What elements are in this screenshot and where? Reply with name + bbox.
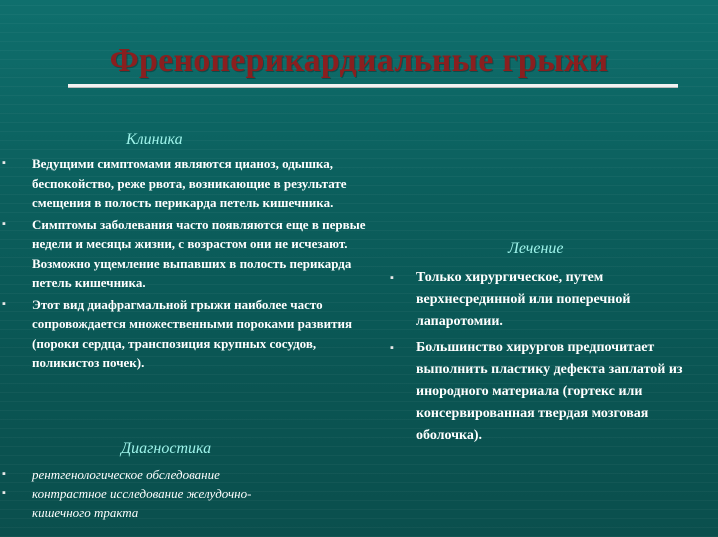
treatment-list (386, 267, 686, 447)
list-item (0, 215, 372, 293)
list-item (0, 465, 300, 484)
diagnostics-heading: Диагностика (121, 440, 212, 457)
list-item-text: Большинство хирургов предпочитает выполнить пластику дефекта заплатой из инородного материала (гортекс или консервированная твердая мозговая оболочка). (416, 340, 683, 443)
bullet-icon: ▪ (390, 272, 394, 284)
list-item-text: Ведущими симптомами являются цианоз, одышка, беспокойство, реже рвота, возникающие в результате смещения в полость перикарда петель кишечника. (32, 156, 347, 210)
bullet-icon: ▪ (2, 487, 6, 499)
treatment-heading: Лечение (508, 240, 564, 257)
title-underline (68, 84, 678, 88)
list-item-text: Этот вид диафрагмальной грыжи наиболее часто сопровождается множественными пороками развития (пороки сердца, транспозиция крупных сосудов, поликистоз почек). (32, 296, 353, 370)
list-item-text: рентгенологическое обследование (32, 467, 220, 482)
bullet-icon: ▪ (2, 217, 6, 230)
list-item (386, 267, 686, 333)
clinic-heading: Клиника (126, 131, 183, 148)
list-item (0, 295, 372, 373)
list-item (386, 337, 686, 447)
bullet-icon: ▪ (2, 468, 6, 480)
bullet-icon: ▪ (390, 342, 394, 354)
diagnostics-list (0, 465, 300, 522)
bullet-icon: ▪ (2, 157, 6, 169)
list-item (0, 484, 300, 522)
list-item-text: Симптомы заболевания часто появляются еще в первые недели и месяцы жизни, с возрастом они не исчезают. Возможно ущемление выпавших в полость перикарда петель кишечника. (32, 216, 366, 290)
slide-title: Френоперикардиальные грыжи (109, 42, 609, 79)
clinic-list (0, 154, 372, 373)
list-item-text: Только хирургическое, путем верхнесрединной или поперечной лапаротомии. (416, 270, 631, 329)
bullet-icon: ▪ (2, 297, 6, 310)
list-item (0, 154, 372, 213)
list-item-text: контрастное исследование желудочно-кишечного тракта (32, 486, 252, 520)
